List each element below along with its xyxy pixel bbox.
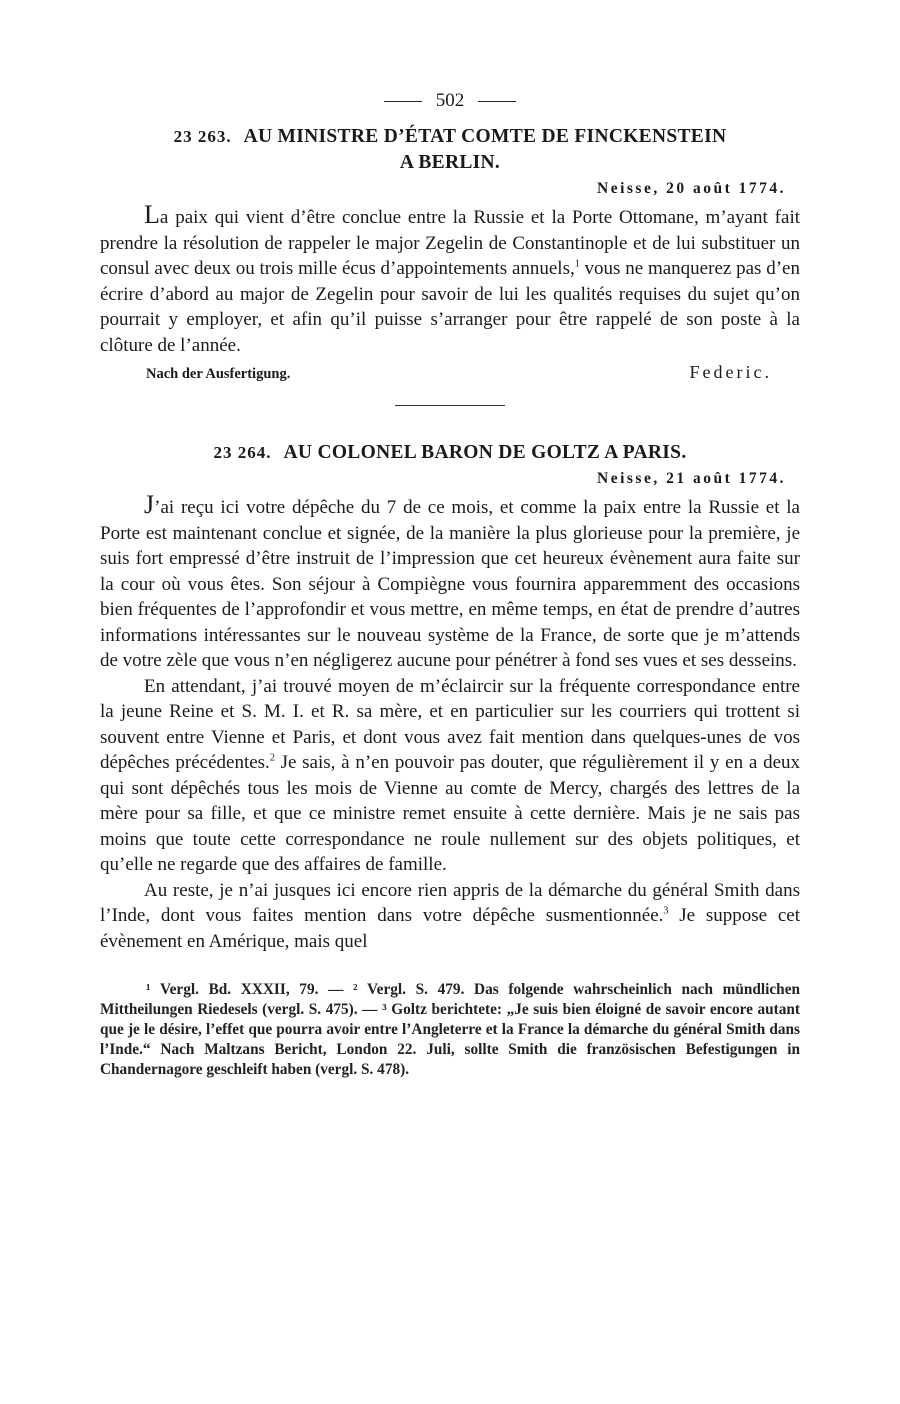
footnotes xyxy=(100,980,800,1080)
letter-paragraph-2 xyxy=(100,674,800,878)
letter-body xyxy=(100,202,800,358)
page-number-row xyxy=(100,90,800,112)
letter-heading xyxy=(100,124,800,176)
document-page xyxy=(100,90,800,1080)
paragraph-text-cont: Je sais, à n’en pouvoir pas douter, que régulièrement il y en a deux qui sont dépêchés tous les mois de Vienne au comte de Mercy, chargés des lettres de la mère pour sa fille, et que ce ministre remet ensuite à cette dernière. Mais je ne sais pas moins que toute cette correspondance ne roule nullement sur des objets politiques, et qu’elle ne regarde que des affaires de famille. xyxy=(100,752,800,875)
footnotes-text: ¹ Vergl. Bd. XXXII, 79. — ² Vergl. S. 479. Das folgende wahrscheinlich nach mündlichen Mittheilungen Riedesels (vergl. S. 475). — ³ Goltz berichtete: „Je suis bien éloigné de savoir encore autant que je le désire, l’effet que pourra avoir entre l’Angleterre et la France la démarche du général Smith dans l’Inde.“ Nach Maltzans Bericht, London 22. Juli, sollte Smith die französischen Befestigungen in Chandernagore geschleift haben (vergl. S. 478). xyxy=(100,981,800,1078)
letter-body-text-cont: vous ne manquerez pas d’en écrire d’abord au major de Zegelin pour savoir de lui les qualités requises du sujet qu’on pourrait y employer, et afin qu’il puisse s’arranger pour être rappelé de son poste à la clôture de l’année. xyxy=(100,258,800,356)
paragraph-text: En attendant, j’ai trouvé moyen de m’éclaircir sur la fréquente correspondance entre la jeune Reine et S. M. I. et R. sa mère, et en particulier sur les courriers qui trottent si souvent entre Vienne et Paris, et dont vous avez fait mention dans quelques-unes de vos dépêches précédentes. xyxy=(100,675,800,773)
page-number-dash-left xyxy=(384,101,422,102)
letter-paragraph-1 xyxy=(100,492,800,674)
footnote-ref: 2 xyxy=(269,752,275,764)
signature-row xyxy=(100,362,800,383)
section-divider xyxy=(395,405,505,406)
letter-body-text: a paix qui vient d’être conclue entre la Russie et la Porte Ottomane, m’ayant fait prendre la résolution de rappeler le major Zegelin de Constantinople et de lui substituer un consul avec deux ou trois mille écus d’appointements annuels, xyxy=(100,207,800,279)
letter-23263 xyxy=(100,124,800,383)
footnote-ref: 3 xyxy=(663,905,669,917)
letter-dateline: Neisse, 21 août 1774. xyxy=(597,470,786,487)
letter-dateline: Neisse, 20 août 1774. xyxy=(597,180,786,197)
letter-paragraph-3 xyxy=(100,878,800,955)
paragraph-text-cont: Je suppose cet évènement en Amérique, mais quel xyxy=(100,905,800,952)
paragraph-text: ’ai reçu ici votre dépêche du 7 de ce mois, et comme la paix entre la Russie et la Porte est maintenant conclue et signée, de la manière la plus glorieuse pour la première, je suis fort empressé d’être instruit de l’impression que cet heureux évènement aura faite sur la cour où vous êtes. Son séjour à Compiègne vous fournira apparemment des occasions bien fréquentes de l’approfondir et vous mettre, en même temps, en état de prendre d’autres informations intéressantes sur le nouveau système de la France, de sorte que je m’attends de votre zèle que vous n’en négligerez aucune pour pénétrer à fond ses vues et ses desseins. xyxy=(100,497,800,671)
paragraph-text: Au reste, je n’ai jusques ici encore rien appris de la démarche du général Smith dans l’Inde, dont vous faites mention dans votre dépêche susmentionnée. xyxy=(100,879,800,926)
letter-heading xyxy=(100,440,800,466)
letter-title-line1: AU MINISTRE D’ÉTAT COMTE DE FINCKENSTEIN xyxy=(243,126,727,147)
source-note: Nach der Ausfertigung. xyxy=(146,366,291,382)
letter-title-line2: A BERLIN. xyxy=(399,152,501,173)
page-number: 502 xyxy=(435,90,465,111)
letter-number: 23 263. xyxy=(173,127,232,146)
letter-23264 xyxy=(100,440,800,954)
initial-letter: L xyxy=(144,200,160,229)
signature: Federic. xyxy=(689,362,772,382)
letter-number: 23 264. xyxy=(213,443,272,462)
page-number-dash-right xyxy=(478,101,516,102)
footnote-ref: 1 xyxy=(574,258,580,270)
letter-title: AU COLONEL BARON DE GOLTZ A PARIS. xyxy=(283,442,687,463)
initial-letter: J xyxy=(144,490,155,519)
